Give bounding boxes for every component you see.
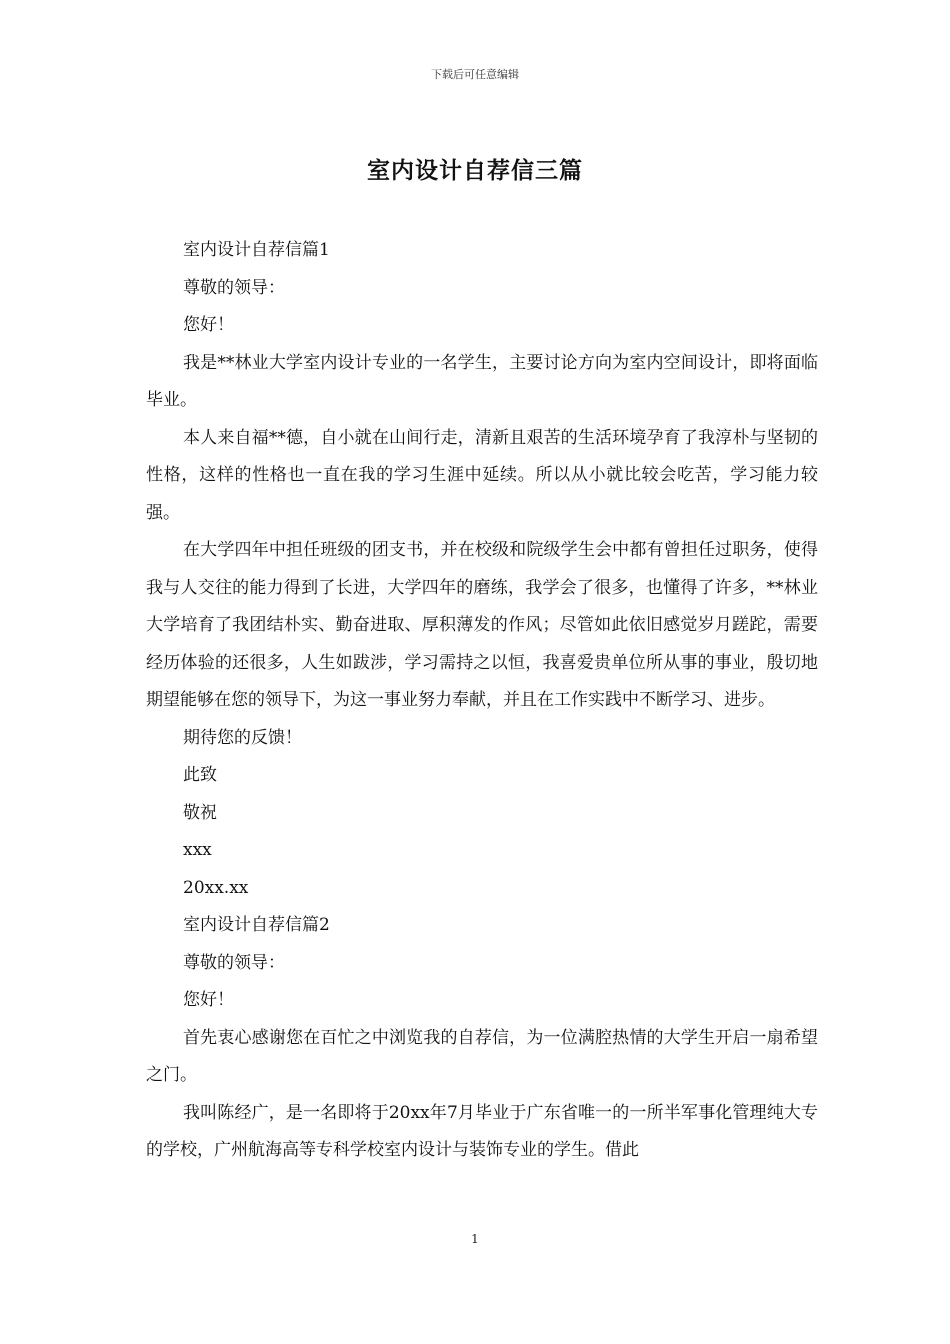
section-heading-2: 室内设计自荐信篇2 bbox=[183, 915, 330, 935]
header-note: 下载后可任意编辑 bbox=[431, 68, 519, 81]
closing-line: 期待您的反馈！ bbox=[183, 727, 302, 748]
closing-phrase: 此致 bbox=[183, 765, 217, 785]
body-paragraph: 在大学四年中担任班级的团支书，并在校级和院级学生会中都有曾担任过职务，使得我与人交往的能力得到了长进，大学四年的磨练，我学会了很多，也懂得了许多，**林业大学培育了我团结朴实、勤奋进取、厚积薄发的作风；尽管如此依旧感觉岁月蹉跎，需要经历体验的还很多，人生如跋涉，学习需持之以恒，我喜爱贵单位所从事的事业，殷切地期望能够在您的领导下，为这一事业努力奉献，并且在工作实践中不断学习、进步。 bbox=[146, 540, 818, 710]
salutation: 尊敬的领导： bbox=[183, 952, 285, 973]
body-paragraph: 首先衷心感谢您在百忙之中浏览我的自荐信，为一位满腔热情的大学生开启一扇希望之门。 bbox=[146, 1027, 818, 1085]
document-title: 室内设计自荐信三篇 bbox=[367, 157, 583, 184]
body-paragraph: 我是**林业大学室内设计专业的一名学生，主要讨论方向为室内空间设计，即将面临毕业。 bbox=[146, 352, 818, 410]
document-body bbox=[146, 232, 818, 1170]
closing-phrase: 敬祝 bbox=[183, 802, 217, 823]
signature-name: xxx bbox=[183, 840, 212, 860]
body-paragraph: 我叫陈经广，是一名即将于20xx年7月毕业于广东省唯一的一所半军事化管理纯大专的学校，广州航海高等专科学校室内设计与装饰专业的学生。借此 bbox=[146, 1102, 818, 1160]
greeting: 您好！ bbox=[183, 315, 234, 335]
signature-date: 20xx.xx bbox=[183, 877, 249, 898]
section-heading-1: 室内设计自荐信篇1 bbox=[183, 240, 330, 260]
greeting: 您好！ bbox=[183, 990, 234, 1010]
page-number: 1 bbox=[471, 1232, 479, 1246]
salutation: 尊敬的领导： bbox=[183, 277, 285, 298]
body-paragraph: 本人来自福**德，自小就在山间行走，清新且艰苦的生活环境孕育了我淳朴与坚韧的性格，这样的性格也一直在我的学习生涯中延续。所以从小就比较会吃苦，学习能力较强。 bbox=[146, 427, 818, 523]
